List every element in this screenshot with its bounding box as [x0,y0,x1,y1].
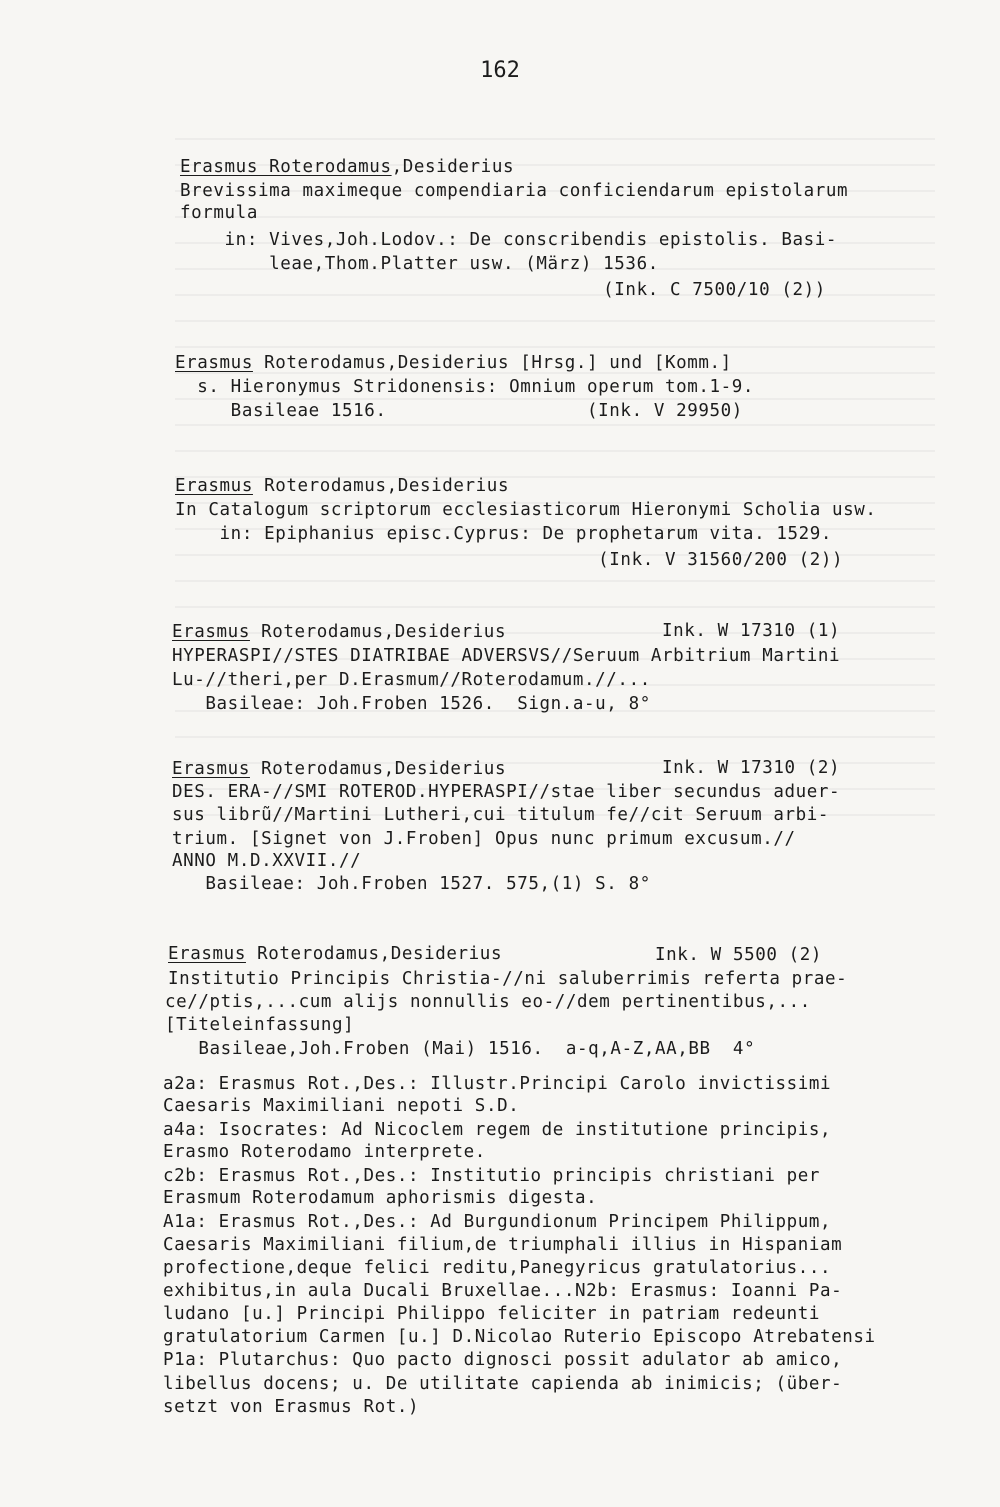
entry-line: formula [180,203,258,223]
author-suffix: Roterodamus,Desiderius [249,759,507,779]
entry-heading [172,621,506,643]
entry-heading [175,352,732,374]
author-name: Erasmus Roterodamus [180,157,392,177]
entry-line: (Ink. C 7500/10 (2)) [180,280,826,300]
contents-line: a4a: Isocrates: Ad Nicoclem regem de institutione principis, [163,1120,832,1140]
entry-line: sus librũ//Martini Lutheri,cui titulum fe//cit Seruum arbi- [172,805,830,825]
entry-line: Institutio Principis Christia-//ni saluberrimis referta prae- [168,969,848,989]
entry-line: [Titeleinfassung] [165,1015,355,1035]
entry-line: In Catalogum scriptorum ecclesiasticorum Hieronymi Scholia usw. [175,500,877,520]
author-name: Erasmus [168,944,246,964]
author-suffix: Roterodamus,Desiderius [245,944,503,964]
author-name: Erasmus [175,353,253,373]
contents-line: Erasmum Roterodamum aphorismis digesta. [163,1188,598,1208]
contents-line: gratulatorium Carmen [u.] D.Nicolao Ruterio Episcopo Atrebatensi [163,1327,876,1347]
contents-line: libellus docens; u. De utilitate capienda ab inimicis; (über- [163,1374,843,1394]
author-name: Erasmus [175,476,253,496]
entry-line: leae,Thom.Platter usw. (März) 1536. [180,254,659,274]
author-name: Erasmus [172,759,250,779]
entry-line: Basileae 1516. (Ink. V 29950) [175,401,743,421]
entry-line: Basileae,Joh.Froben (Mai) 1516. a-q,A-Z,AA,BB 4° [165,1039,756,1059]
entry-line: Lu-//theri,per D.Erasmum//Roterodamum.//... [172,670,651,690]
author-suffix: Roterodamus,Desiderius [252,476,510,496]
entry-heading [175,475,509,497]
contents-line: exhibitus,in aula Ducali Bruxellae...N2b: Erasmus: Ioanni Pa- [163,1281,843,1301]
author-suffix: ,Desiderius [391,157,515,177]
contents-line: ludano [u.] Principi Philippo feliciter in patriam redeunti [163,1304,821,1324]
entry-line: HYPERASPI//STES DIATRIBAE ADVERSVS//Seruum Arbitrium Martini [172,646,841,666]
contents-line: setzt von Erasmus Rot.) [163,1397,420,1417]
entry-line: Brevissima maximeque compendiaria conficiendarum epistolarum [180,181,849,201]
entry-line: DES. ERA-//SMI ROTEROD.HYPERASPI//stae liber secundus aduer- [172,782,841,802]
page-number: 162 [480,58,520,83]
contents-line: Caesaris Maximiliani filium,de triumphali illius in Hispaniam [163,1235,843,1255]
entry-heading [180,156,514,178]
entry-line: ce//ptis,...cum alijs nonnullis eo-//dem pertinentibus,... [165,992,811,1012]
author-suffix: Roterodamus,Desiderius [249,622,507,642]
contents-line: Caesaris Maximiliani nepoti S.D. [163,1096,520,1116]
entry-line: in: Vives,Joh.Lodov.: De conscribendis epistolis. Basi- [180,230,838,250]
contents-line: a2a: Erasmus Rot.,Des.: Illustr.Principi Carolo invictissimi [163,1074,832,1094]
entry-heading [168,943,502,965]
contents-line: A1a: Erasmus Rot.,Des.: Ad Burgundionum Principem Philippum, [163,1212,832,1232]
entry-line: ANNO M.D.XXVII.// [172,851,362,871]
contents-line: c2b: Erasmus Rot.,Des.: Institutio principis christiani per [163,1166,821,1186]
entry-line: trium. [Signet von J.Froben] Opus nunc primum excusum.// [172,829,796,849]
author-suffix: Roterodamus,Desiderius [Hrsg.] und [Komm.] [252,353,732,373]
author-name: Erasmus [172,622,250,642]
entry-line: in: Epiphanius episc.Cyprus: De prophetarum vita. 1529. [175,524,833,544]
contents-line: profectione,deque felici reditu,Panegyricus gratulatorius... [163,1258,832,1278]
entry-line: (Ink. V 31560/200 (2)) [175,550,844,570]
entry-line: s. Hieronymus Stridonensis: Omnium operum tom.1-9. [175,377,755,397]
shelf-mark: Ink. W 17310 (1) [662,621,841,641]
show-through-bleed [175,120,935,820]
shelf-mark: Ink. W 17310 (2) [662,758,841,778]
contents-line: P1a: Plutarchus: Quo pacto dignosci possit adulator ab amico, [163,1350,843,1370]
shelf-mark: Ink. W 5500 (2) [655,945,823,965]
entry-line: Basileae: Joh.Froben 1527. 575,(1) S. 8° [172,874,651,894]
contents-line: Erasmo Roterodamo interprete. [163,1142,486,1162]
entry-heading [172,758,506,780]
entry-line: Basileae: Joh.Froben 1526. Sign.a-u, 8° [172,694,651,714]
